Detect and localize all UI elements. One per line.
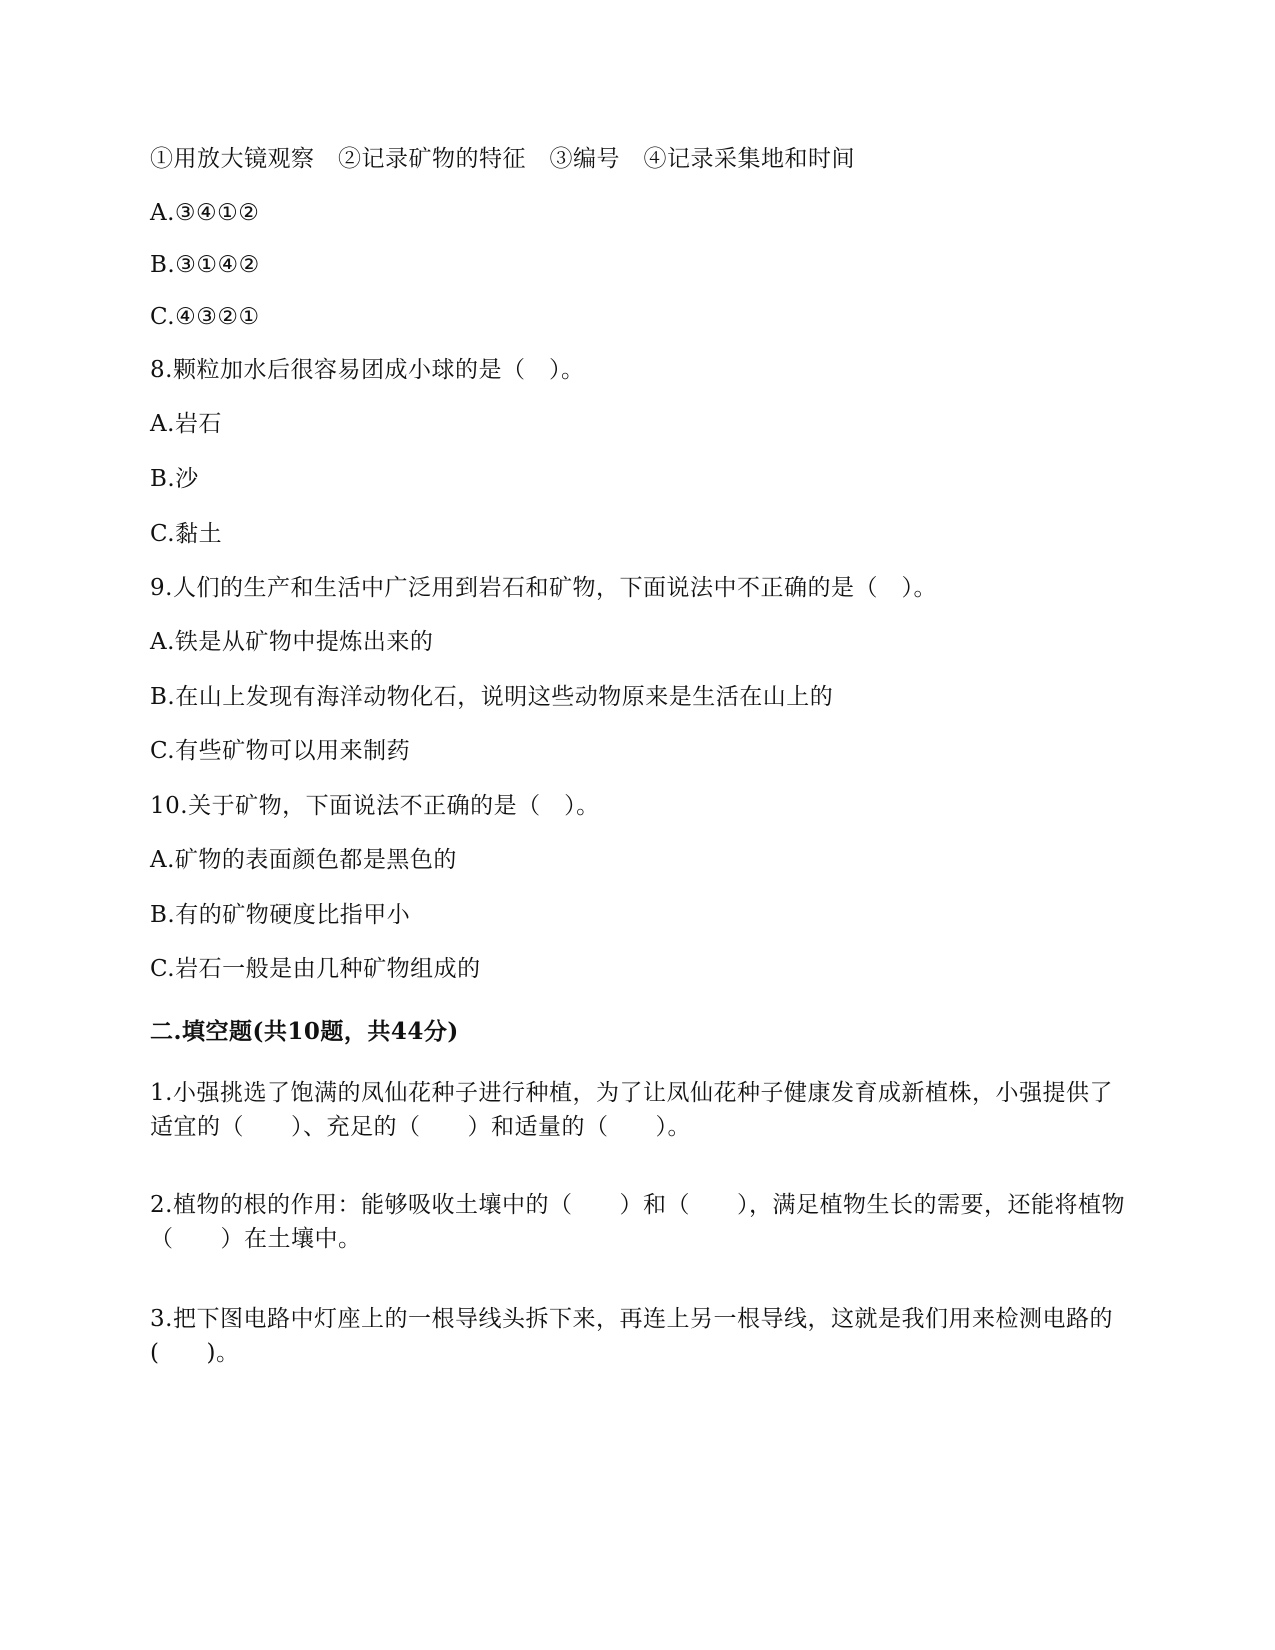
q8-stem: 8.颗粒加水后很容易团成小球的是（ ）。 <box>150 357 585 383</box>
q7-option-a: A.③④①② <box>150 200 260 226</box>
q10-option-c: C.岩石一般是由几种矿物组成的 <box>150 956 481 982</box>
q9-option-a: A.铁是从矿物中提炼出来的 <box>150 629 434 655</box>
q10-stem: 10.关于矿物，下面说法不正确的是（ ）。 <box>150 793 600 819</box>
q7-option-c: C.④③②① <box>150 304 260 330</box>
q8-option-b: B.沙 <box>150 466 199 492</box>
q10-option-b: B.有的矿物硬度比指甲小 <box>150 902 411 928</box>
section-heading: 二.填空题(共10题，共44分) <box>150 1018 459 1045</box>
q8-option-a: A.岩石 <box>150 411 222 437</box>
q9-option-b: B.在山上发现有海洋动物化石，说明这些动物原来是生活在山上的 <box>150 684 834 710</box>
q8-option-c: C.黏土 <box>150 521 223 547</box>
q7-option-b: B.③①④② <box>150 252 260 278</box>
q7-steps: ①用放大镜观察 ②记录矿物的特征 ③编号 ④记录采集地和时间 <box>150 146 855 172</box>
fill-question-3: 3.把下图电路中灯座上的一根导线头拆下来，再连上另一根导线，这就是我们用来检测电路的( )。 <box>150 1306 1113 1366</box>
fill-question-2: 2.植物的根的作用：能够吸收土壤中的（ ）和（ ），满足植物生长的需要，还能将植物（ ）在土壤中。 <box>150 1192 1125 1252</box>
q9-stem: 9.人们的生产和生活中广泛用到岩石和矿物，下面说法中不正确的是（ ）。 <box>150 575 937 601</box>
q10-option-a: A.矿物的表面颜色都是黑色的 <box>150 847 457 873</box>
q9-option-c: C.有些矿物可以用来制药 <box>150 738 411 764</box>
fill-question-1: 1.小强挑选了饱满的凤仙花种子进行种植，为了让凤仙花种子健康发育成新植株，小强提供了适宜的（ ）、充足的（ ）和适量的（ ）。 <box>150 1080 1113 1140</box>
